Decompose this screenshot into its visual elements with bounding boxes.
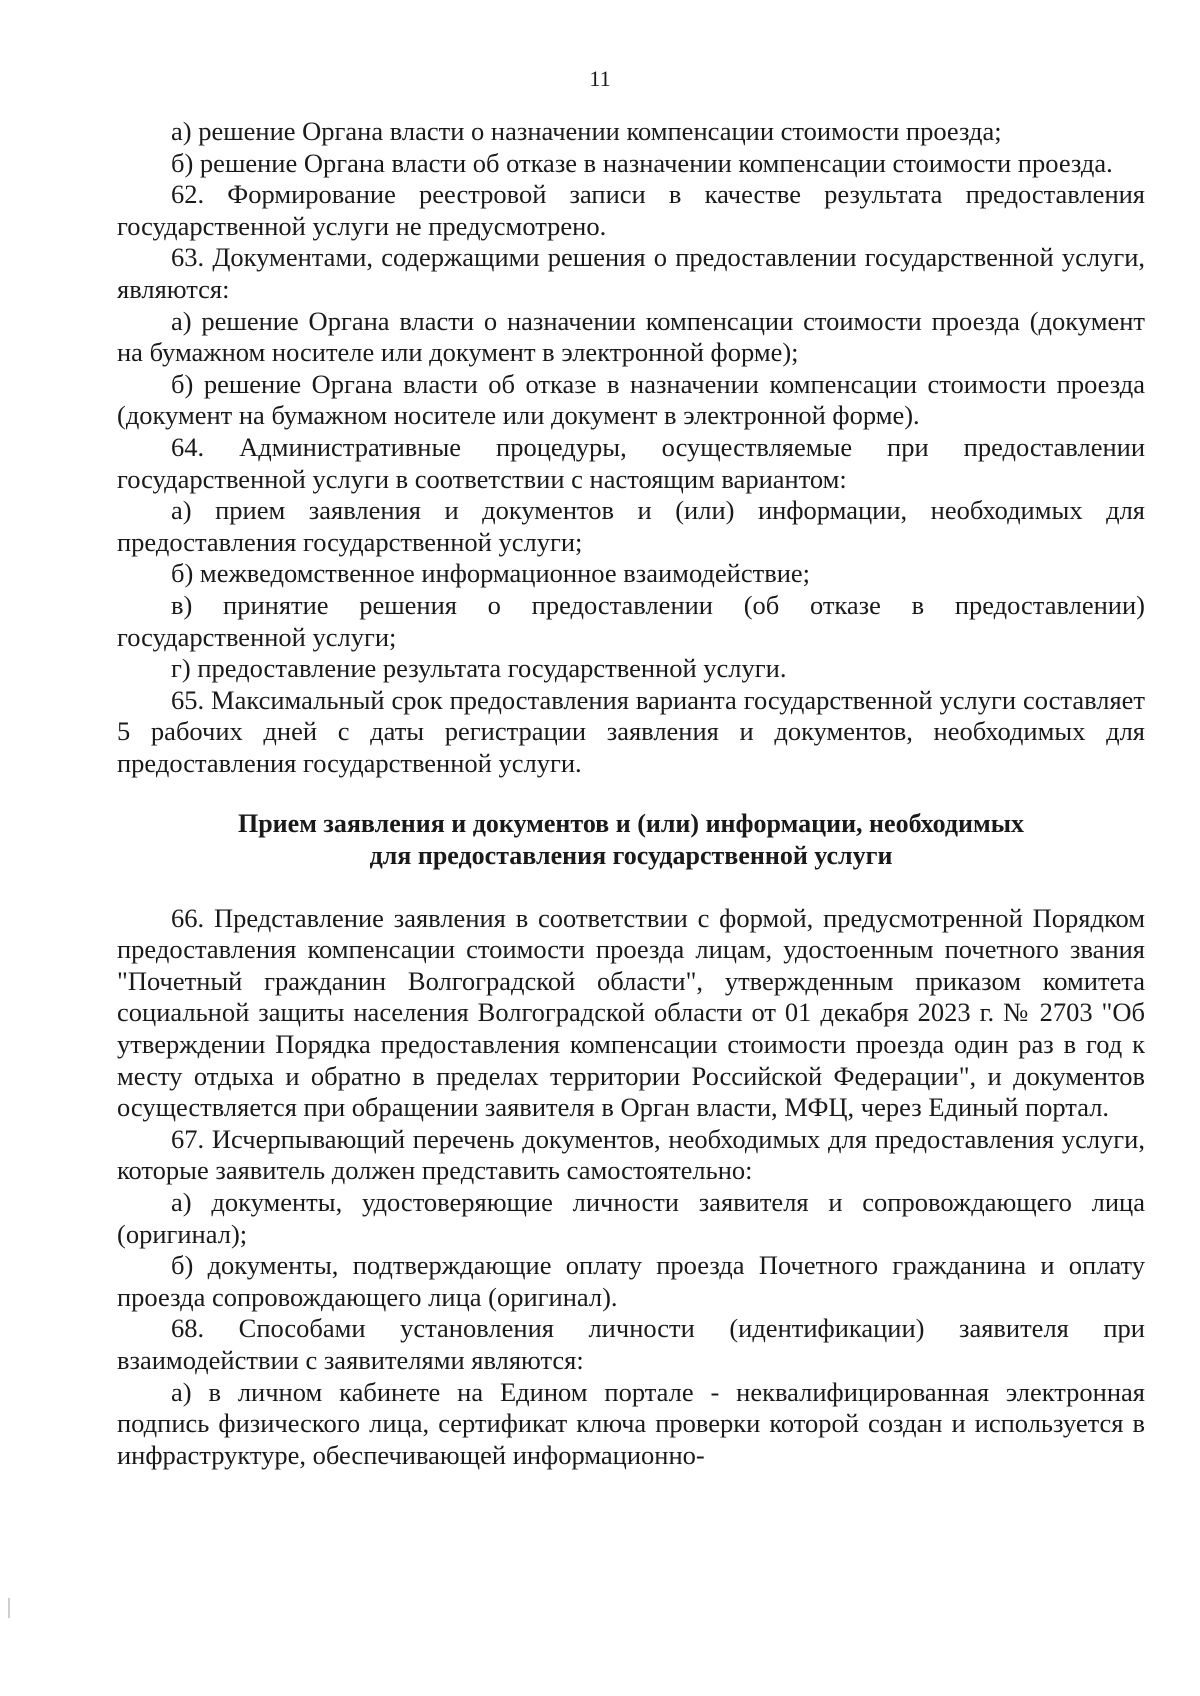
section-heading [117, 808, 1145, 871]
paragraph: 68. Способами установления личности (идентификации) заявителя при взаимодействии с заявителями являются: [117, 1313, 1145, 1375]
paragraph: 64. Административные процедуры, осуществляемые при предоставлении государственной услуги в соответствии с настоящим вариантом: [117, 431, 1145, 494]
scan-margin-mark [8, 1598, 10, 1618]
paragraph: 66. Представление заявления в соответствии с формой, предусмотренной Порядком предоставления компенсации стоимости проезда лицам, удостоенным почетного звания "Почетный гражданин Волгоградской области", утвержденным приказом комитета социальной защиты населения Волгоградской области от 01 декабря 2023 г. № 2703 "Об утверждении Порядка предоставления компенсации стоимости проезда один раз в год к месту отдыха и обратно в пределах территории Российской Федерации", и документов осуществляется при обращении заявителя в Орган власти, МФЦ, через Единый портал. [117, 902, 1145, 1123]
section-heading-line: для предоставления государственной услуги [369, 841, 893, 871]
paragraph: а) в личном кабинете на Едином портале - неквалифицированная электронная подпись физического лица, сертификат ключа проверки которой создан и используется в инфраструктуре, обеспечивающей информационно- [117, 1376, 1145, 1470]
paragraph: 67. Исчерпывающий перечень документов, необходимых для предоставления услуги, которые заявитель должен представить самостоятельно: [117, 1123, 1145, 1186]
paragraph: 65. Максимальный срок предоставления варианта государственной услуги составляет 5 рабочих дней с даты регистрации заявления и документов, необходимых для предоставления государственной услуги. [117, 684, 1145, 778]
section-heading-line: Прием заявления и документов и (или) информации, необходимых [237, 809, 1024, 839]
paragraph: а) решение Органа власти о назначении компенсации стоимости проезда; [171, 116, 1002, 146]
document-body [117, 116, 1145, 1471]
paragraph: б) решение Органа власти об отказе в назначении компенсации стоимости проезда (документ на бумажном носителе или документ в электронной форме). [117, 368, 1145, 431]
paragraph: а) решение Органа власти о назначении компенсации стоимости проезда (документ на бумажном носителе или документ в электронной форме); [117, 305, 1145, 368]
paragraph: б) документы, подтверждающие оплату проезда Почетного гражданина и оплату проезда сопровождающего лица (оригинал). [117, 1250, 1145, 1312]
page-number: 11 [589, 66, 611, 91]
paragraph: а) прием заявления и документов и (или) информации, необходимых для предоставления государственной услуги; [117, 495, 1145, 557]
paragraph: в) принятие решения о предоставлении (об отказе в предоставлении) государственной услуги; [117, 589, 1145, 652]
paragraph: б) решение Органа власти об отказе в назначении компенсации стоимости проезда. [171, 147, 1113, 178]
paragraph: г) предоставление результата государственной услуги. [171, 653, 787, 684]
paragraph: 63. Документами, содержащими решения о предоставлении государственной услуги, являются: [117, 242, 1145, 304]
paragraph: 62. Формирование реестровой записи в качестве результата предоставления государственной услуги не предусмотрено. [117, 179, 1145, 241]
paragraph: б) межведомственное информационное взаимодействие; [171, 558, 811, 589]
paragraph: а) документы, удостоверяющие личности заявителя и сопровождающего лица (оригинал); [117, 1187, 1145, 1249]
